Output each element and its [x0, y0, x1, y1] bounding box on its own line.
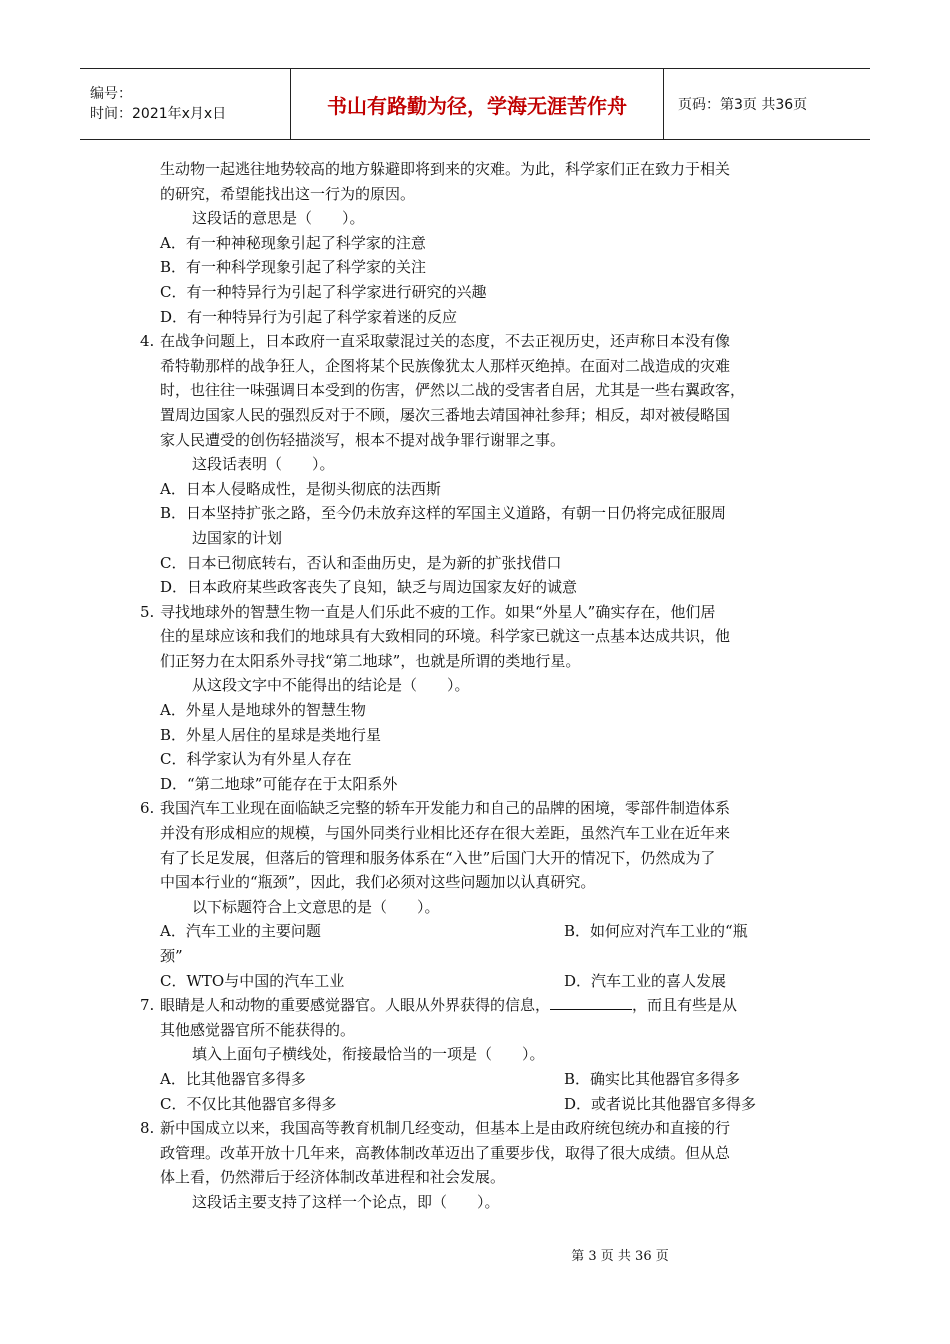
q4-prompt: 这段话表明（ ）。	[192, 455, 335, 474]
q7-text-line: 其他感觉器官所不能获得的。	[160, 1020, 356, 1039]
q7-text-before-blank: 眼睛是人和动物的重要感觉器官。人眼从外界获得的信息，	[160, 996, 551, 1015]
q4-option-a: A．日本人侵略成性，是彻头彻底的法西斯	[160, 479, 441, 498]
header-meta	[80, 69, 291, 139]
q6-option-b: B．如何应对汽车工业的“瓶	[564, 922, 748, 941]
q6-options-row	[140, 969, 820, 994]
q7-options-row	[140, 1067, 820, 1092]
q6-paragraph	[140, 796, 820, 894]
q5-prompt: 从这段文字中不能得出的结论是（ ）。	[192, 676, 470, 695]
q7-text-line	[160, 993, 820, 1018]
q6-text-line: 中国本行业的“瓶颈”，因此，我们必须对这些问题加以认真研究。	[160, 873, 596, 892]
page-header	[80, 68, 870, 140]
q5-option-b: B．外星人居住的星球是类地行星	[160, 725, 382, 744]
q6-text-line: 有了长足发展，但落后的管理和服务体系在“入世”后国门大开的情况下，仍然成为了	[160, 848, 716, 867]
q4-option-b-wrap: 边国家的计划	[192, 528, 283, 547]
q6-option-b-wrap: 颈”	[160, 947, 183, 965]
q3-text-line: 的研究，希望能找出这一行为的原因。	[160, 184, 416, 203]
q4-option-c: C．日本已彻底转右，否认和歪曲历史，是为新的扩张找借口	[160, 553, 562, 572]
q8-paragraph	[140, 1116, 820, 1190]
fill-in-blank	[550, 993, 632, 1010]
q5-option-c: C．科学家认为有外星人存在	[160, 750, 352, 769]
q4-text-line: 家人民遭受的创伤轻描淡写，根本不提对战争罪行谢罪之事。	[160, 430, 566, 449]
q3-text-line: 生动物一起逃往地势较高的地方躲避即将到来的灾难。为此，科学家们正在致力于相关	[160, 160, 731, 178]
q6-text-line: 我国汽车工业现在面临缺乏完整的轿车开发能力和自己的品牌的困境，零部件制造体系	[160, 799, 731, 818]
q7-option-c: C．不仅比其他器官多得多	[160, 1094, 337, 1113]
q4-paragraph	[140, 329, 820, 452]
q7-prompt: 填入上面句子横线处，衔接最恰当的一项是（ ）。	[192, 1045, 545, 1064]
q5-text-line: 们正努力在太阳系外寻找“第二地球”，也就是所谓的类地行星。	[160, 651, 581, 670]
q7-option-b: B．确实比其他器官多得多	[564, 1069, 741, 1088]
q6-prompt: 以下标题符合上文意思的是（ ）。	[192, 897, 440, 916]
q4-option-b: B．日本坚持扩张之路，至今仍未放弃这样的军国主义道路，有朝一日仍将完成征服周	[160, 504, 727, 523]
q3-option-a: A．有一种神秘现象引起了科学家的注意	[160, 233, 426, 252]
q7-option-d: D．或者说比其他器官多得多	[564, 1094, 757, 1113]
motto-text: 书山有路勤为径，学海无涯苦作舟	[327, 93, 627, 118]
q8-text-line: 体上看，仍然滞后于经济体制改革进程和社会发展。	[160, 1168, 506, 1187]
q5-number: 5.	[140, 602, 155, 621]
q4-number: 4.	[140, 332, 155, 351]
q5-option-a: A．外星人是地球外的智慧生物	[160, 701, 366, 720]
q5-text-line: 住的星球应该和我们的地球具有大致相同的环境。科学家已就这一点基本达成共识，他	[160, 627, 731, 646]
q7-number: 7.	[140, 996, 155, 1015]
q3-prompt: 这段话的意思是（ ）。	[192, 209, 365, 228]
document-body	[140, 157, 820, 1215]
page-footer	[0, 1245, 950, 1264]
q3-option-b: B．有一种科学现象引起了科学家的关注	[160, 258, 427, 277]
q5-paragraph	[140, 600, 820, 674]
q3-option-c: C．有一种特异行为引起了科学家进行研究的兴趣	[160, 282, 487, 301]
q6-text-line: 并没有形成相应的规模，与国外同类行业相比还存在很大差距，虽然汽车工业在近年来	[160, 824, 731, 843]
header-page-info	[664, 69, 870, 139]
q7-text-after-blank: ，而且有些是从	[632, 996, 738, 1015]
q7-option-a: A．比其他器官多得多	[160, 1069, 306, 1088]
q6-option-a: A．汽车工业的主要问题	[160, 922, 321, 941]
q4-text-line: 置周边国家人民的强烈反对于不顾，屡次三番地去靖国神社参拜；相反，却对被侵略国	[160, 405, 731, 424]
q4-text-line: 时，也往往一味强调日本受到的伤害，俨然以二战的受害者自居，尤其是一些右翼政客，	[160, 381, 746, 400]
doc-time-label: 时间：2021年x月x日	[90, 106, 227, 122]
q6-option-d: D．汽车工业的喜人发展	[564, 971, 727, 990]
q6-number: 6.	[140, 799, 155, 818]
q5-text-line: 寻找地球外的智慧生物一直是人们乐此不疲的工作。如果“外星人”确实存在，他们居	[160, 602, 716, 621]
q8-text-line: 政管理。改革开放十几年来，高教体制改革迈出了重要步伐，取得了很大成绩。但从总	[160, 1143, 731, 1162]
q5-option-d: D．“第二地球”可能存在于太阳系外	[160, 774, 398, 793]
q4-text-line: 在战争问题上，日本政府一直采取蒙混过关的态度，不去正视历史，还声称日本没有像	[160, 332, 731, 351]
header-motto	[291, 69, 664, 139]
q7-paragraph	[140, 993, 820, 1042]
q8-prompt: 这段话主要支持了这样一个论点，即（ ）。	[192, 1192, 500, 1211]
q7-options-row	[140, 1092, 820, 1117]
footer-page-number: 第 3 页 共 36 页	[571, 1249, 669, 1264]
q4-option-d: D．日本政府某些政客丧失了良知，缺乏与周边国家友好的诚意	[160, 578, 578, 597]
q6-option-c: C．WTO与中国的汽车工业	[160, 971, 345, 990]
q6-options-row	[140, 919, 820, 944]
header-page-label: 页码：第3页 共36页	[678, 97, 808, 113]
doc-number-label: 编号：	[90, 86, 132, 102]
q8-text-line: 新中国成立以来，我国高等教育机制几经变动，但基本上是由政府统包统办和直接的行	[160, 1119, 731, 1138]
q4-text-line: 希特勒那样的战争狂人，企图将某个民族像犹太人那样灭绝掉。在面对二战造成的灾难	[160, 356, 731, 375]
q8-number: 8.	[140, 1119, 155, 1138]
q3-option-d: D．有一种特异行为引起了科学家着迷的反应	[160, 307, 458, 326]
